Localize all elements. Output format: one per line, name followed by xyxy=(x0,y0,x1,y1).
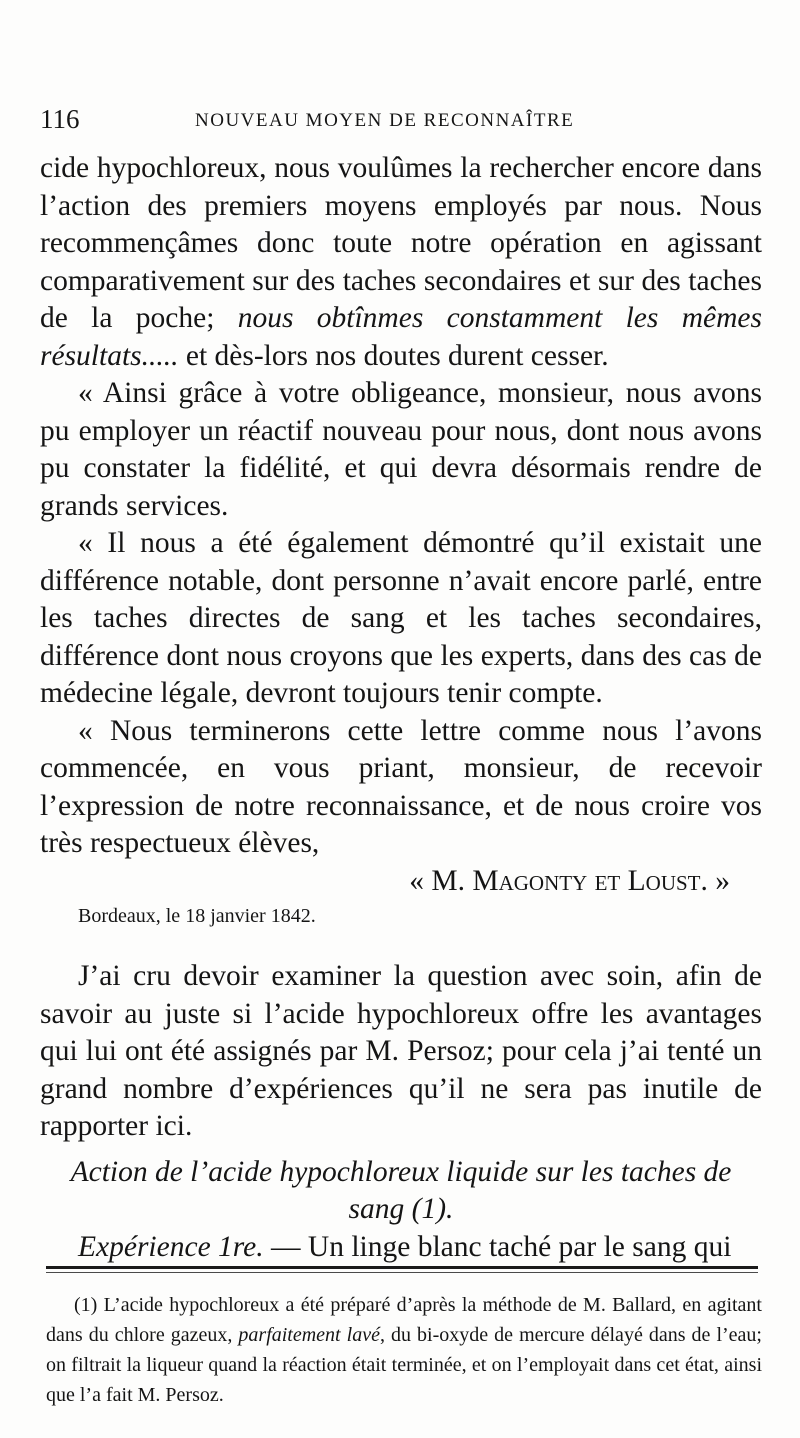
paragraph-1-text-a: cide hypochloreux, nous voulûmes la rechercher encore dans l’action des premiers moyens employés par nous. Nous recommençâmes donc toute notre opération en agissant comparativement sur des taches secondaires et sur des taches de la poche; xyxy=(40,152,762,334)
footnote-text-b: , du bi-oxyde de mercure délayé dans de l’eau; on filtrait la liqueur quand la réaction était terminée, et on l’employait dans cet état, ainsi que l’a fait M. Persoz. xyxy=(46,1324,762,1406)
section-heading: Action de l’acide hypochloreux liquide sur les taches de sang (1). xyxy=(70,1155,732,1225)
paragraph-5: J’ai cru devoir examiner la question avec soin, afin de savoir au juste si l’acide hypochloreux offre les avantages qui lui ont été assignés par M. Persoz; pour cela j’ai tenté un grand nombre d’expériences qu’il ne sera pas inutile de rapporter ici. xyxy=(40,960,762,1142)
footnote-emphasis: parfaitement lavé xyxy=(238,1324,380,1346)
paragraph-3: « Il nous a été également démontré qu’il existait une différence notable, dont personne n’avait encore parlé, entre les taches directes de sang et les taches secondaires, différence dont nous croyons que les experts, dans des cas de médecine légale, devront toujours tenir compte. xyxy=(40,527,762,709)
footnote-text xyxy=(46,1290,762,1410)
paragraph-1 xyxy=(40,150,762,375)
dateline: Bordeaux, le 18 janvier 1842. xyxy=(78,905,316,927)
page-header xyxy=(40,104,762,140)
body-text xyxy=(40,150,762,1266)
experiment-label: Expérience 1re. xyxy=(78,1230,264,1263)
page-number: 116 xyxy=(40,104,80,134)
paragraph-2: « Ainsi grâce à votre obligeance, monsieur, nous avons pu employer un réactif nouveau pour nous, dont nous avons pu constater la fidélité, et qui devra désormais rendre de grands services. xyxy=(40,377,762,522)
footnote-text-a: (1) L’acide hypochloreux a été préparé d’après la méthode de M. Ballard, en agitant dans du chlore gazeux, xyxy=(46,1294,762,1346)
footnote-rule-thin xyxy=(46,1272,758,1273)
running-head: NOUVEAU MOYEN DE RECONNAÎTRE xyxy=(195,110,575,131)
signature: « M. Magonty et Loust. » xyxy=(409,864,730,897)
footnote xyxy=(46,1290,762,1410)
paragraph-1-emphasis: nous obtînmes constamment les mêmes résultats..... xyxy=(40,302,762,372)
footnote-rule xyxy=(46,1266,758,1269)
paragraph-1-text-b: et dès-lors nos doutes durent cesser. xyxy=(178,339,609,372)
experiment-paragraph xyxy=(40,1229,762,1267)
paragraph-4: « Nous terminerons cette lettre comme nous l’avons commencée, en vous priant, monsieur, de recevoir l’expression de notre reconnaissance, et de nous croire vos très respectueux élèves, xyxy=(40,714,762,859)
experiment-text: — Un linge blanc taché par le sang qui xyxy=(263,1230,732,1263)
